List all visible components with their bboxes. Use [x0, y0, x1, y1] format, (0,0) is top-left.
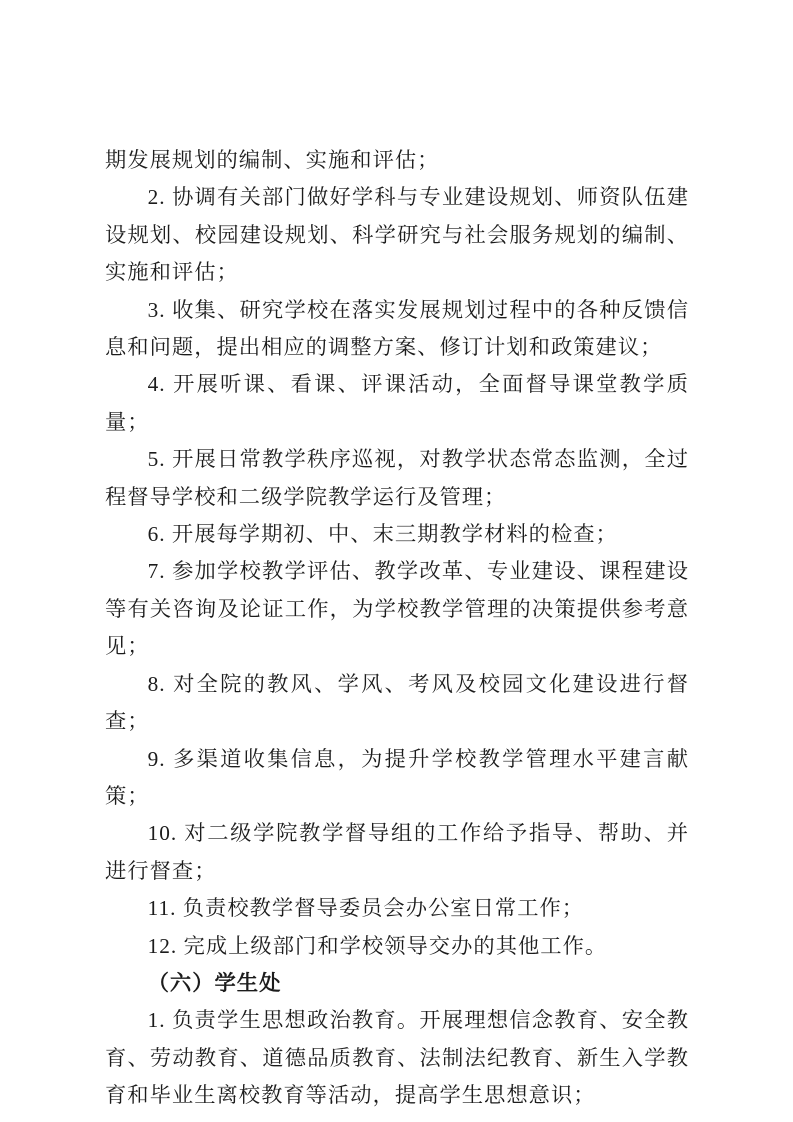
- list-item-3: 3. 收集、研究学校在落实发展规划过程中的各种反馈信息和问题，提出相应的调整方案、修订计划和政策建议；: [105, 297, 689, 360]
- list-item-4: 4. 开展听课、看课、评课活动，全面督导课堂教学质量；: [105, 372, 689, 434]
- list-item-6: 6. 开展每学期初、中、末三期教学材料的检查；: [147, 522, 618, 547]
- list-item-7: 7. 参加学校教学评估、教学改革、专业建设、课程建设等有关咨询及论证工作，为学校教学管理的决策提供参考意见；: [105, 559, 689, 659]
- list-item-10: 10. 对二级学院教学督导组的工作给予指导、帮助、并进行督查；: [105, 821, 689, 883]
- list-item-1: 1. 负责学生思想政治教育。开展理想信念教育、安全教育、劳动教育、道德品质教育、法制法纪教育、新生入学教育和毕业生离校教育等活动，提高学生思想意识；: [105, 1008, 689, 1108]
- list-item-9: 9. 多渠道收集信息，为提升学校教学管理水平建言献策；: [105, 746, 689, 808]
- continuation-paragraph: 期发展规划的编制、实施和评估；: [105, 148, 440, 172]
- list-item-8: 8. 对全院的教风、学风、考风及校园文化建设进行督查；: [105, 671, 689, 734]
- document-body: [105, 142, 689, 1115]
- list-item-2: 2. 协调有关部门做好学科与专业建设规划、师资队伍建设规划、校园建设规划、科学研究与社会服务规划的编制、实施和评估；: [105, 185, 689, 285]
- list-item-12: 12. 完成上级部门和学校领导交办的其他工作。: [147, 933, 608, 958]
- section-heading: （六）学生处: [147, 970, 282, 995]
- list-item-5: 5. 开展日常教学秩序巡视，对教学状态常态监测，全过程督导学校和二级学院教学运行及管理；: [105, 447, 689, 509]
- list-item-11: 11. 负责校教学督导委员会办公室日常工作；: [147, 896, 585, 921]
